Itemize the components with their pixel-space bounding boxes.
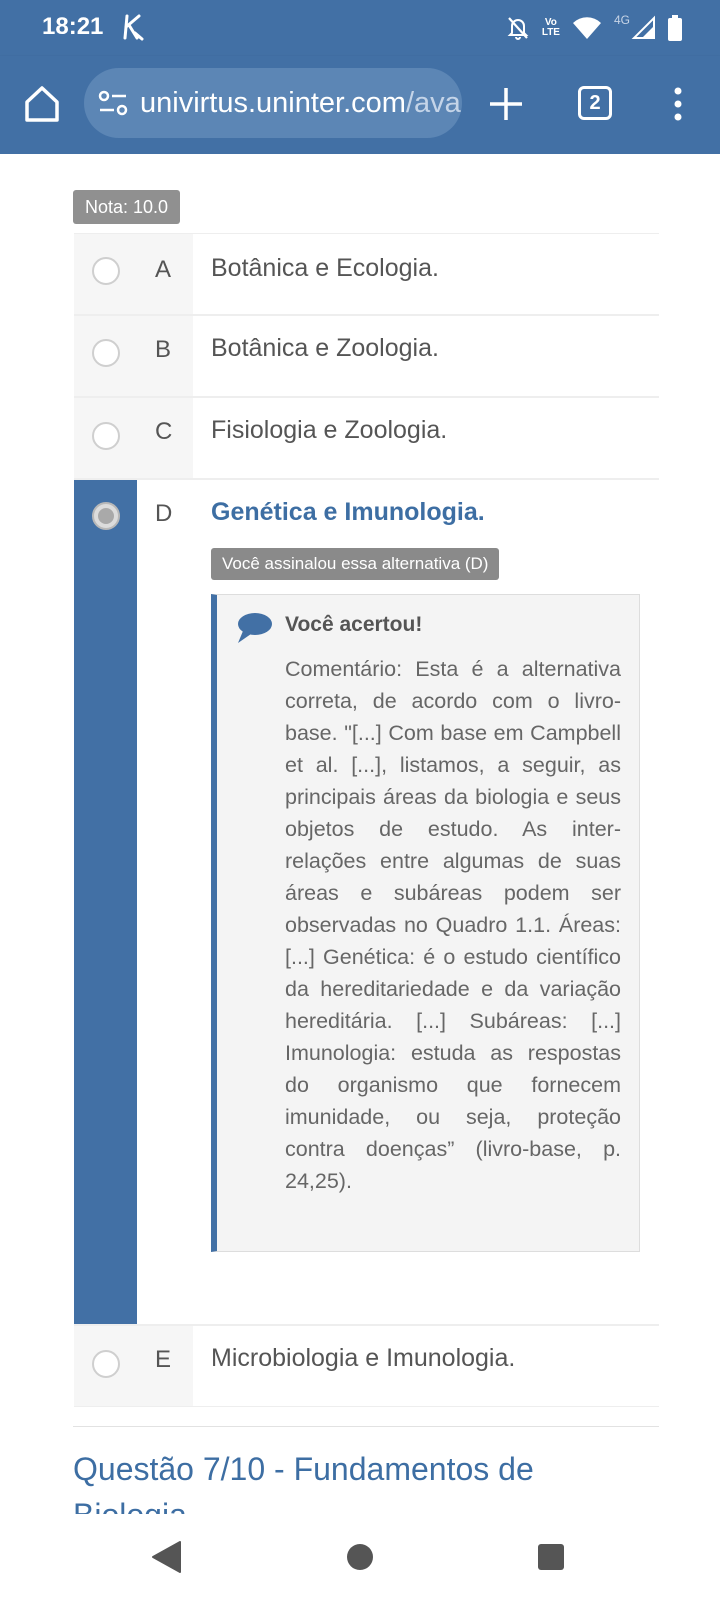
status-icons <box>506 13 682 43</box>
letter-b: B <box>155 336 172 363</box>
alternative-c-text: Fisiologia e Zoologia. <box>211 416 448 444</box>
wifi-icon <box>572 16 602 40</box>
alternative-b[interactable] <box>74 315 659 397</box>
url-path: /ava <box>405 87 461 119</box>
grade-badge: Nota: 10.0 <box>73 190 180 224</box>
back-triangle-icon[interactable] <box>150 1540 182 1574</box>
4g-icon: 4G <box>613 13 630 27</box>
alternative-d[interactable] <box>74 479 659 1325</box>
letter-c: C <box>155 418 173 445</box>
radio-c[interactable] <box>92 422 120 450</box>
letter-e: E <box>155 1346 172 1373</box>
selected-alternative-badge: Você assinalou essa alternativa (D) <box>211 548 499 580</box>
feedback-title: Você acertou! <box>285 613 423 636</box>
alternative-d-text: Genética e Imunologia. <box>211 498 485 526</box>
browser-toolbar <box>0 56 720 154</box>
radio-d-selected[interactable] <box>92 502 120 530</box>
feedback-box <box>211 594 640 1252</box>
recents-square-icon[interactable] <box>538 1544 564 1570</box>
site-settings-icon[interactable] <box>98 88 130 118</box>
new-tab-plus-icon[interactable] <box>486 84 526 124</box>
next-question-title[interactable]: Questão 7/10 - Fundamentos de <box>73 1451 534 1487</box>
divider <box>73 1426 659 1427</box>
radio-e[interactable] <box>92 1350 120 1378</box>
radio-a[interactable] <box>92 257 120 285</box>
signal-icon <box>632 16 656 40</box>
address-bar[interactable] <box>84 68 462 138</box>
url-host: univirtus.uninter.com <box>140 87 406 119</box>
alternative-a[interactable] <box>74 233 659 315</box>
alternative-e[interactable] <box>74 1325 659 1407</box>
k-icon <box>122 13 146 41</box>
page-content <box>0 154 720 1514</box>
status-time: 18:21 <box>42 13 104 40</box>
letter-d: D <box>155 500 173 527</box>
alternative-c[interactable] <box>74 397 659 479</box>
home-icon[interactable] <box>22 82 62 126</box>
bell-off-icon <box>506 15 530 41</box>
battery-icon <box>668 15 682 41</box>
letter-a: A <box>155 256 172 283</box>
more-vert-icon[interactable] <box>664 84 692 124</box>
status-bar <box>0 0 720 56</box>
home-circle-icon[interactable] <box>347 1544 373 1570</box>
feedback-comment: Comentário: Esta é a alternativa correta, de acordo com o livro-base. "[...] Com base em Campbell et al. [...], listamos, a seguir, as principais áreas da biologia e seus objetos de estudo. As inter-relações entre algumas de suas áreas e subáreas podem ser observadas no Quadro 1.1. Áreas: [...] Genética: é o estudo científico da hereditariedade e da variação hereditária. [...] Subáreas: [...] Imunologia: estuda as respostas do organismo que fornecem imunidade, ou seja, proteção contra doenças” (livro-base, p. 24,25). <box>285 657 621 1193</box>
volte-icon: Vo LTE <box>541 17 560 38</box>
alternative-a-text: Botânica e Ecologia. <box>211 254 439 282</box>
tab-switcher-button[interactable]: 2 <box>578 86 612 120</box>
alternative-e-text: Microbiologia e Imunologia. <box>211 1344 516 1372</box>
comment-bubble-icon <box>235 611 273 645</box>
system-nav-bar <box>0 1514 720 1600</box>
alternative-b-text: Botânica e Zoologia. <box>211 334 439 362</box>
url-text[interactable] <box>140 87 461 120</box>
radio-b[interactable] <box>92 339 120 367</box>
